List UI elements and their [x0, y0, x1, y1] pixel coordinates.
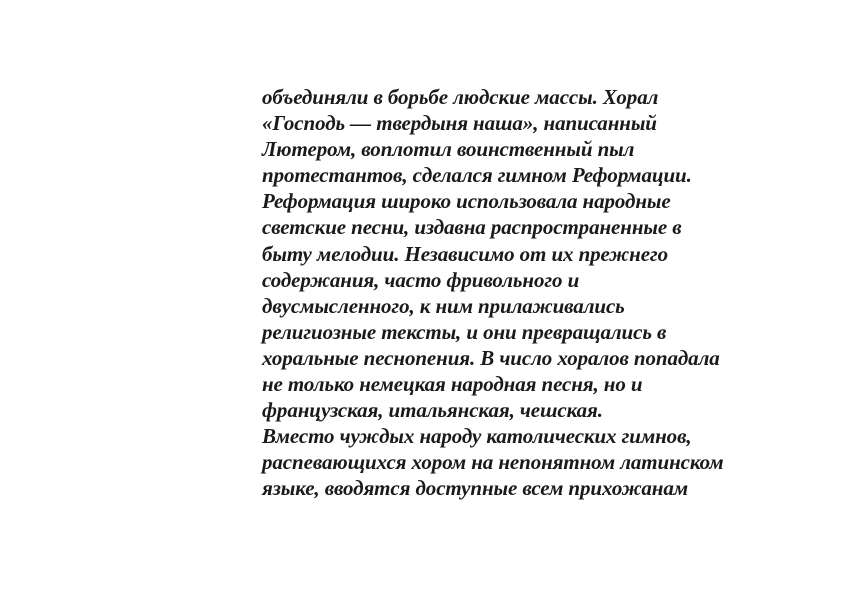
body-text — [262, 84, 822, 502]
text-line: религиозные тексты, и они превращались в — [262, 319, 667, 344]
text-line: языке, вводятся доступные всем прихожанам — [262, 476, 689, 501]
text-line: протестантов, сделался гимном Реформации. — [262, 163, 692, 188]
text-line: распевающихся хором на непонятном латинском — [262, 450, 724, 475]
text-line: Вместо чуждых народу католических гимнов, — [262, 424, 692, 449]
text-line: французская, итальянская, чешская. — [262, 398, 603, 423]
text-line: светские песни, издавна распространенные в — [262, 215, 682, 240]
text-line: Лютером, воплотил воинственный пыл — [262, 137, 635, 162]
text-line: «Господь — твердыня наша», написанный — [262, 111, 657, 136]
text-line: объединяли в борьбе людские массы. Хорал — [262, 85, 659, 109]
text-line: не только немецкая народная песня, но и — [262, 372, 643, 397]
text-line: хоральные песнопения. В число хоралов попадала — [262, 345, 720, 370]
text-line: быту мелодии. Независимо от их прежнего — [262, 241, 668, 266]
text-line: двусмысленного, к ним прилаживались — [262, 293, 625, 318]
text-line: содержания, часто фривольного и — [262, 267, 580, 292]
text-line: Реформация широко использовала народные — [262, 189, 671, 214]
